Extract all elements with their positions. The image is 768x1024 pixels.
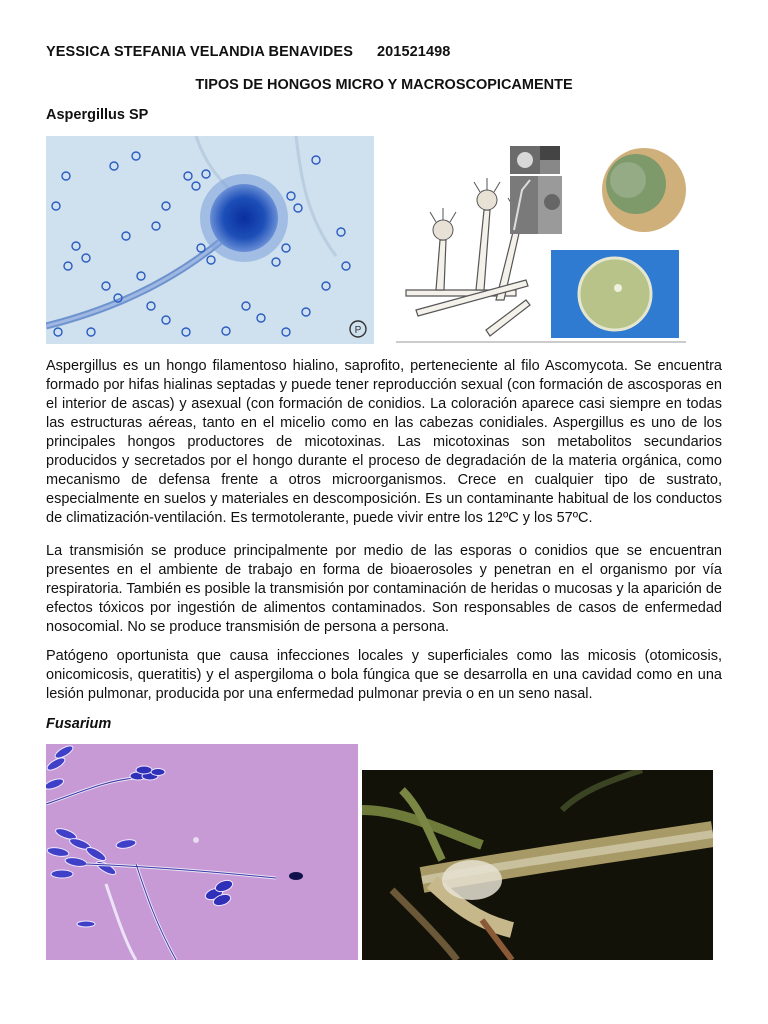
author-name: YESSICA STEFANIA VELANDIA BENAVIDES (46, 44, 353, 60)
fusarium-heading: Fusarium (46, 716, 112, 732)
aspergillus-paragraph-1: Aspergillus es un hongo filamentoso hialino, saprofito, perteneciente al filo Ascomycota. Se encuentra formado por hifas hialinas septadas y puede tener reproducción sexual (con formación de ascosporas en el interior de ascas) y asexual (con formación de conidios. La coloración aparece casi siempre en todas las estructuras aéreas, tanto en el micelio como en las cabezas conidiales. Aspergillus es uno de los principales hongos productores de micotoxinas. Las micotoxinas son metabolitos secundarios producidos y secretados por el hongo durante el proceso de degradación de la materia orgánica, como mecanismo de defensa frente a otros microorganismos. Crece en cualquier tipo de sustrato, especialmente en suelos y materiales en descomposición. Es un contaminante habitual de los conductos de climatización-ventilación. Es termotolerante, puede vivir entre los 12ºC y los 57ºC. (46, 358, 722, 526)
fusarium-micrograph-image (46, 744, 358, 960)
fusarium-stem-image (362, 770, 713, 960)
aspergillus-heading: Aspergillus SP (46, 107, 149, 123)
page-title: TIPOS DE HONGOS MICRO Y MACROSCOPICAMENTE (195, 77, 573, 93)
aspergillus-paragraph-3: Patógeno oportunista que causa infecciones locales y superficiales como las micosis (otomicosis, onicomicosis, queratitis) y el aspergiloma o bola fúngica que se desarrolla en una cavidad como en una lesión pulmonar, producida por una enfermedad pulmonar previa o en un seno nasal. (46, 648, 722, 702)
aspergillus-paragraph-2: La transmisión se produce principalmente por medio de las esporas o conidios que se encuentran presentes en el ambiente de trabajo en forma de bioaerosoles y penetran en el organismo por vía respiratoria. También es posible la transmisión por contaminación de heridas o mucosas y la aparición de efectos tóxicos por ingestión de alimentos contaminados. Son responsables de casos de enfermedad nosocomial. No se produce transmisión de persona a persona. (46, 543, 722, 635)
aspergillus-micrograph-drawing (46, 136, 374, 344)
document-header (46, 44, 450, 60)
aspergillus-composite-image (396, 140, 694, 344)
student-id: 201521498 (376, 44, 451, 60)
aspergillus-micrograph-image (46, 136, 374, 344)
micrograph-stamp: P (354, 325, 362, 336)
fusarium-stem-drawing (362, 770, 713, 960)
fusarium-micrograph-drawing (46, 744, 358, 960)
aspergillus-composite-drawing (396, 140, 694, 344)
